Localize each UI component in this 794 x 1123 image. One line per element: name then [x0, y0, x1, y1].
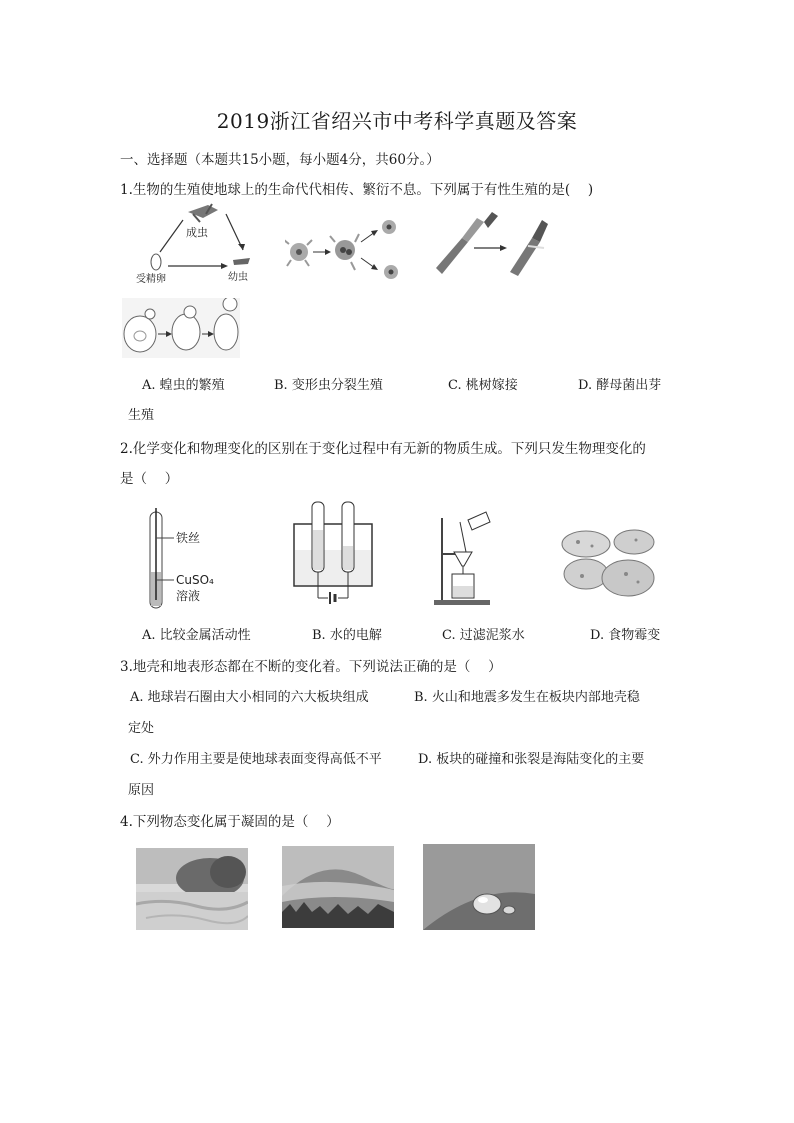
question-2-stem-line1: 2.化学变化和物理变化的区别在于变化过程中有无新的物质生成。下列只发生物理变化的	[120, 441, 646, 457]
label-adult: 成虫	[186, 226, 208, 239]
funnel-icon	[454, 552, 472, 566]
peach-grafting-figure	[432, 208, 550, 276]
label-larva: 幼虫	[228, 272, 248, 283]
question-4-stem: 4.下列物态变化属于凝固的是（ ）	[120, 814, 340, 830]
amoeba-division-figure	[285, 212, 410, 282]
branch-icon	[436, 238, 468, 274]
q3-option-d: D. 板块的碰撞和张裂是海陆变化的主要	[418, 752, 645, 767]
filtration-figure	[432, 508, 492, 606]
q2-option-b: B. 水的电解	[312, 628, 382, 643]
moldy-bread-icon	[562, 531, 610, 557]
yeast-budding-figure	[122, 298, 240, 358]
locust-lifecycle-figure	[128, 200, 258, 285]
egg-icon	[151, 254, 161, 270]
q3-option-b: B. 火山和地震多发生在板块内部地壳稳	[414, 690, 640, 705]
water-electrolysis-figure	[292, 500, 374, 608]
adult-locust-icon	[188, 204, 218, 222]
q3-option-b-wrap: 定处	[128, 721, 155, 736]
label-egg: 受精卵	[136, 274, 166, 285]
fog-mountain-photo	[282, 846, 394, 928]
question-2-stem-line2: 是（ ）	[120, 471, 179, 487]
q1-option-c: C. 桃树嫁接	[448, 378, 518, 393]
q2-option-c: C. 过滤泥浆水	[442, 628, 525, 643]
yeast-cell-icon	[124, 316, 156, 352]
q3-option-a: A. 地球岩石圈由大小相同的六大板块组成	[130, 690, 369, 705]
question-1-stem: 1.生物的生殖使地球上的生命代代相传、繁衍不息。下列属于有性生殖的是( )	[120, 182, 594, 198]
iron-wire-cuso4-figure	[140, 508, 240, 612]
q3-option-d-wrap: 原因	[128, 783, 155, 798]
label-cuso4: CuSO₄	[176, 573, 214, 587]
amoeba-icon	[285, 240, 312, 266]
label-iron-wire: 铁丝	[176, 531, 201, 545]
q2-option-a: A. 比较金属活动性	[142, 628, 251, 643]
q1-option-a: A. 蝗虫的繁殖	[142, 378, 225, 393]
stand-base-icon	[434, 600, 490, 605]
dew-drop-photo	[423, 844, 535, 930]
label-solution: 溶液	[176, 589, 201, 603]
moldy-food-figure	[556, 526, 658, 602]
section-heading: 一、选择题（本题共15小题，每小题4分，共60分。）	[120, 152, 440, 168]
q2-option-d: D. 食物霉变	[590, 628, 661, 643]
question-3-stem: 3.地壳和地表形态都在不断的变化着。下列说法正确的是（ ）	[120, 659, 502, 675]
water-drop-icon	[473, 894, 501, 914]
page-title: 2019浙江省绍兴市中考科学真题及答案	[216, 109, 578, 133]
q1-option-d-wrap: 生殖	[128, 408, 155, 423]
q1-option-b: B. 变形虫分裂生殖	[274, 378, 383, 393]
larva-icon	[233, 258, 250, 265]
frozen-lake-photo	[136, 848, 248, 930]
q3-option-c: C. 外力作用主要是使地球表面变得高低不平	[130, 752, 382, 767]
q1-option-d: D. 酵母菌出芽	[578, 378, 662, 393]
